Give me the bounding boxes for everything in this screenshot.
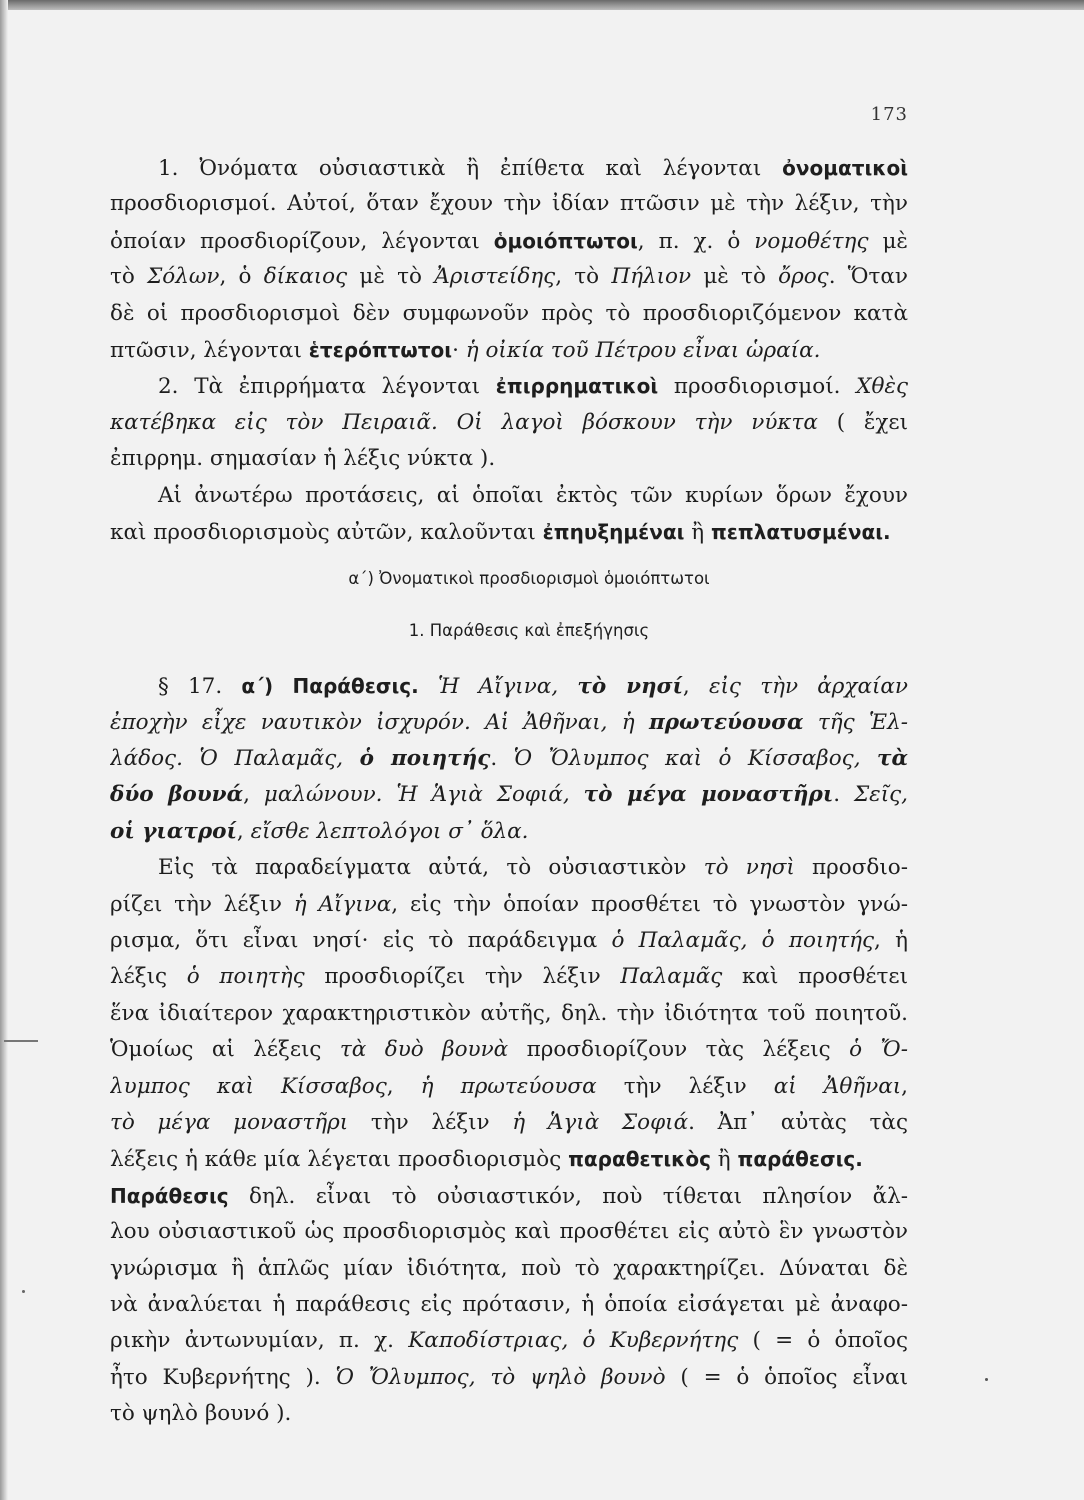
text-line: ρισμα, ὅτι εἶναι νησί· εἰς τὸ παράδειγμα ὁ Παλαμᾶς, ὁ ποιητής, ἡ xyxy=(110,928,908,954)
section-heading: α΄) Ὀνοματικοὶ προσδιορισμοὶ ὁμοιόπτωτοι xyxy=(348,569,710,589)
page-number: 173 xyxy=(870,104,908,125)
margin-dot xyxy=(985,1378,988,1381)
text-line: Παράθεσις δηλ. εἶναι τὸ οὐσιαστικόν, ποὺ τίθεται πλησίον ἄλ- xyxy=(110,1183,908,1209)
text-line: ἐποχὴν εἶχε ναυτικὸν ἰσχυρόν. Αἱ Ἀθῆναι, ἡ πρωτεύουσα τῆς Ἑλ- xyxy=(110,709,908,735)
text-line: § 17. α΄) Παράθεσις. Ἡ Αἴγινα, τὸ νησί, εἰς τὴν ἀρχαίαν xyxy=(158,674,908,700)
text-line: ἐπιρρημ. σημασίαν ἡ λέξις νύκτα ). xyxy=(110,446,496,472)
text-line: τὸ Σόλων, ὁ δίκαιος μὲ τὸ Ἀριστείδης, τὸ Πήλιον μὲ τὸ ὄρος. Ὅταν xyxy=(110,264,908,290)
text-line: ρικὴν ἀντωνυμίαν, π. χ. Καποδίστριας, ὁ Κυβερνήτης ( = ὁ ὁποῖος xyxy=(110,1328,908,1354)
paragraph-2 xyxy=(110,368,908,477)
margin-dot xyxy=(22,1290,25,1293)
text-line: γνώρισμα ἢ ἁπλῶς μίαν ἰδιότητα, ποὺ τὸ χαρακτηρίζει. Δύναται δὲ xyxy=(110,1255,908,1281)
text-line: ἦτο Κυβερνήτης ). Ὁ Ὄλυμπος, τὸ ψηλὸ βουνὸ ( = ὁ ὁποῖος εἶναι xyxy=(110,1364,908,1390)
text-line: πτῶσιν, λέγονται ἑτερόπτωτοι· ἡ οἰκία τοῦ Πέτρου εἶναι ὡραία. xyxy=(110,337,821,363)
text-line: τὸ μέγα μοναστῆρι τὴν λέξιν ἡ Ἁγιὰ Σοφιά. Ἀπ᾽ αὐτὰς τὰς xyxy=(110,1109,908,1135)
text-line: τὸ ψηλὸ βουνό ). xyxy=(110,1401,292,1427)
page-top-edge xyxy=(0,0,1084,10)
text-line: καὶ προσδιορισμοὺς αὐτῶν, καλοῦνται ἐπηυξημέναι ἢ πεπλατυσμέναι. xyxy=(110,519,891,545)
text-line: νὰ ἀναλύεται ἡ παράθεσις εἰς πρότασιν, ἡ ὁποία εἰσάγεται μὲ ἀναφο- xyxy=(110,1291,908,1317)
text-line: ὁποίαν προσδιορίζουν, λέγονται ὁμοιόπτωτοι, π. χ. ὁ νομοθέτης μὲ xyxy=(110,228,908,254)
text-line: προσδιορισμοί. Αὐτοί, ὅταν ἔχουν τὴν ἰδίαν πτῶσιν μὲ τὴν λέξιν, τὴν xyxy=(110,191,908,217)
text-line: λέξις ὁ ποιητὴς προσδιορίζει τὴν λέξιν Παλαμᾶς καὶ προσθέτει xyxy=(110,964,908,990)
margin-pencil-mark xyxy=(4,1040,38,1042)
paragraph-3 xyxy=(110,478,908,551)
text-line: λου οὐσιαστικοῦ ὡς προσδιορισμὸς καὶ προσθέτει εἰς αὐτὸ ἓν γνωστὸν xyxy=(110,1219,908,1245)
text-line: 1. Ὀνόματα οὐσιαστικὰ ἢ ἐπίθετα καὶ λέγονται ὀνοματικοὶ xyxy=(158,156,908,181)
text-line: λυμπος καὶ Κίσσαβος, ἡ πρωτεύουσα τὴν λέξιν αἱ Ἀθῆναι, xyxy=(110,1073,908,1099)
text-line: 2. Τὰ ἐπιρρήματα λέγονται ἐπιρρηματικοὶ προσδιορισμοί. Χθὲς xyxy=(158,374,908,400)
section-17 xyxy=(110,668,908,850)
subsection-heading: 1. Παράθεσις καὶ ἐπεξήγησις xyxy=(408,621,650,641)
paragraph-5 xyxy=(110,1178,908,1433)
page-text xyxy=(110,150,908,1433)
text-line: κατέβηκα εἰς τὸν Πειραιᾶ. Οἱ λαγοὶ βόσκουν τὴν νύκτα ( ἔχει xyxy=(110,409,908,435)
paragraph-1 xyxy=(110,150,908,368)
text-line: λάδος. Ὁ Παλαμᾶς, ὁ ποιητής. Ὁ Ὄλυμπος καὶ ὁ Κίσσαβος, τὰ xyxy=(110,746,908,772)
text-line: Ὁμοίως αἱ λέξεις τὰ δυὸ βουνὰ προσδιορίζουν τὰς λέξεις ὁ Ὄ- xyxy=(110,1037,908,1063)
text-line: ἕνα ἰδιαίτερον χαρακτηριστικὸν αὐτῆς, δηλ. τὴν ἰδιότητα τοῦ ποιητοῦ. xyxy=(110,1000,908,1026)
text-line: δύο βουνά, μαλώνουν. Ἡ Ἁγιὰ Σοφιά, τὸ μέγα μοναστῆρι. Σεῖς, xyxy=(110,782,908,808)
paragraph-4 xyxy=(110,850,908,1178)
text-line: δὲ οἱ προσδιορισμοὶ δὲν συμφωνοῦν πρὸς τὸ προσδιοριζόμενον κατὰ xyxy=(110,300,908,326)
text-line: ρίζει τὴν λέξιν ἡ Αἴγινα, εἰς τὴν ὁποίαν προσθέτει τὸ γνωστὸν γνώ- xyxy=(110,891,908,917)
text-line: οἱ γιατροί, εἴσθε λεπτολόγοι σ᾽ ὅλα. xyxy=(110,818,529,844)
page-binding-shadow xyxy=(0,0,8,1500)
text-line: Αἱ ἀνωτέρω προτάσεις, αἱ ὁποῖαι ἐκτὸς τῶν κυρίων ὅρων ἔχουν xyxy=(158,482,908,508)
text-line: λέξεις ἡ κάθε μία λέγεται προσδιορισμὸς παραθετικὸς ἢ παράθεσις. xyxy=(110,1147,863,1173)
text-line: Εἰς τὰ παραδείγματα αὐτά, τὸ οὐσιαστικὸν τὸ νησὶ προσδιο- xyxy=(158,855,908,881)
